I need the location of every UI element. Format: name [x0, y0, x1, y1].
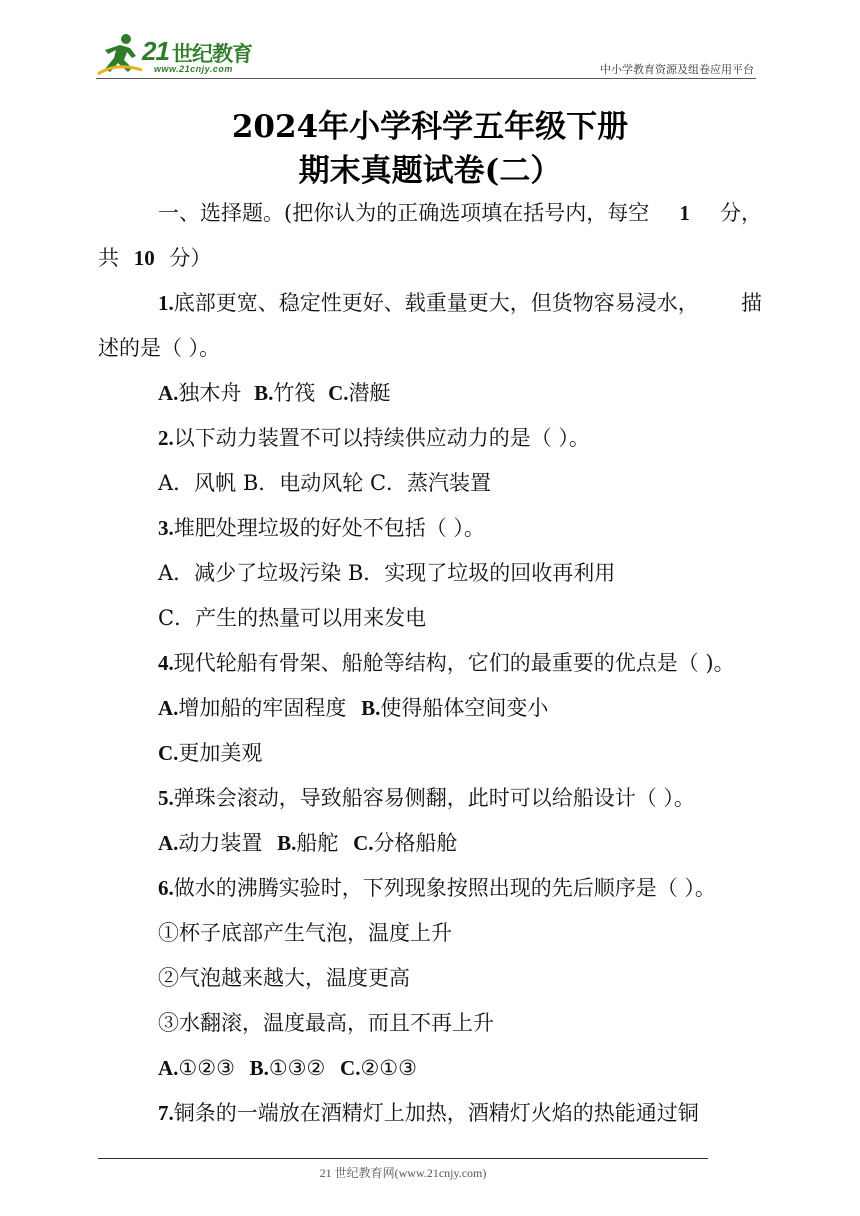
- exam-title-line1: 2024年小学科学五年级下册: [231, 109, 629, 145]
- question-6: 6.做水的沸腾实验时，下列现象按照出现的先后顺序是（ ）。: [158, 876, 716, 900]
- question-3: 3.堆肥处理垃圾的好处不包括（ ）。: [158, 516, 485, 540]
- question-1: 1.底部更宽、稳定性更好、载重量更大，但货物容易浸水， 描: [158, 291, 762, 315]
- question-5: 5.弹珠会滚动，导致船容易侧翻，此时可以给船设计（ ）。: [158, 786, 695, 810]
- question-6-item-2: ②气泡越来越大，温度更高: [158, 966, 410, 990]
- footer-divider: [98, 1158, 708, 1159]
- runner-logo-icon: [96, 32, 144, 76]
- header-divider: [96, 78, 756, 79]
- question-7: 7.铜条的一端放在酒精灯上加热，酒精灯火焰的热能通过铜: [158, 1101, 699, 1125]
- question-5-options: A.动力装置 B.船舵 C.分格船舱: [158, 831, 458, 855]
- question-4-options-ab: A.增加船的牢固程度 B.使得船体空间变小: [158, 696, 549, 720]
- logo-number: 21: [142, 36, 169, 66]
- question-3-options-ab: A．减少了垃圾污染 B．实现了垃圾的回收再利用: [158, 561, 616, 585]
- question-3-option-c: C．产生的热量可以用来发电: [158, 606, 427, 630]
- question-6-item-3: ③水翻滚，温度最高，而且不再上升: [158, 1011, 494, 1035]
- question-1-cont: 述的是（ ）。: [98, 336, 221, 360]
- site-logo: [96, 30, 266, 78]
- question-2: 2.以下动力装置不可以持续供应动力的是（ ）。: [158, 426, 590, 450]
- question-4: 4.现代轮船有骨架、船舱等结构，它们的最重要的优点是（ )。: [158, 651, 735, 675]
- question-2-options: A．风帆 B．电动风轮 C．蒸汽装置: [158, 471, 492, 495]
- question-4-option-c: C.更加美观: [158, 741, 263, 765]
- section-heading-cont: 共 10 分）: [98, 246, 212, 270]
- platform-label: 中小学教育资源及组卷应用平台: [600, 63, 754, 76]
- page-header: [96, 30, 756, 78]
- question-6-item-1: ①杯子底部产生气泡，温度上升: [158, 921, 452, 945]
- question-6-options: A.①②③ B.①③② C.②①③: [158, 1056, 417, 1080]
- logo-text: 世纪教育: [172, 42, 252, 66]
- section-heading: 一、选择题。(把你认为的正确选项填在括号内，每空 1 分，: [158, 201, 762, 225]
- question-1-options: A.独木舟 B.竹筏 C.潜艇: [158, 381, 391, 405]
- footer-text: 21 世纪教育网(www.21cnjy.com): [319, 1166, 487, 1180]
- logo-url: www.21cnjy.com: [154, 64, 233, 74]
- exam-title-line2: 期末真题试卷(二）: [298, 153, 562, 189]
